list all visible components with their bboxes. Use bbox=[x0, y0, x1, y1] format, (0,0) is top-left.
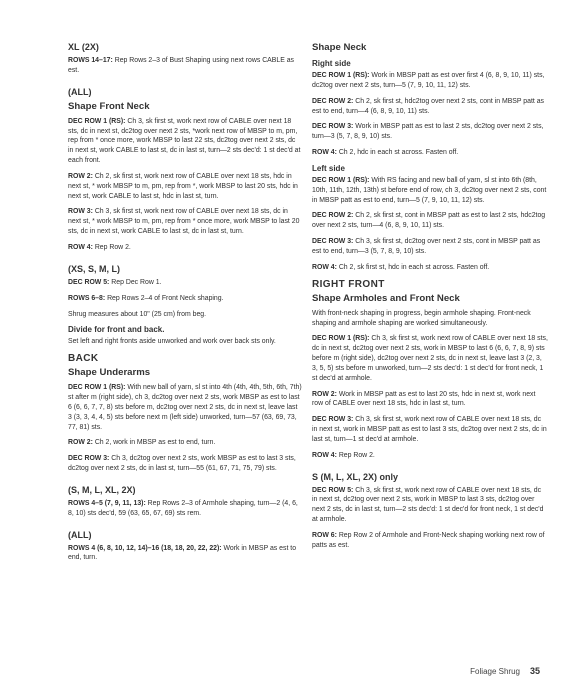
instruction-paragraph bbox=[312, 415, 548, 445]
page-number: 35 bbox=[529, 666, 540, 676]
subsection-heading: Shape Armholes and Front Neck bbox=[312, 292, 460, 304]
row-label: DEC ROW 3: bbox=[312, 416, 354, 424]
instruction-paragraph bbox=[68, 383, 302, 432]
instruction-paragraph bbox=[68, 243, 302, 253]
instruction-text: With new ball of yarn, sl st into 4th (4th, 4th, 5th, 6th, 7th) st after m (right side), ch 3, dc2tog over next 2 sts, work MBSP as est to last 6 (6, 6, 7, 7, 8) sts before m, dc2tog over next 2 sts, dc in next st, leave last 3 (3, 3, 4, 4, 5) sts before next m (left side) unworked, turn—57 (63, 69, 73, 77, 81) sts. bbox=[68, 384, 302, 431]
instruction-text: Work in MBSP patt as est over first 4 (6, 8, 9, 10, 11) sts, dc2tog over next 2 sts, turn—5 (7, 9, 10, 11, 12) sts. bbox=[312, 72, 545, 89]
row-label: ROW 2: bbox=[68, 172, 93, 180]
instruction-paragraph bbox=[68, 438, 302, 448]
instruction-text: Ch 2, sk first st, hdc in each st across. Fasten off. bbox=[338, 263, 490, 271]
instruction-text: Rep Rows 2–3 of Armhole shaping, turn—2 (4, 6, 8, 10) sts dec'd, 59 (63, 65, 67, 69) sts rem. bbox=[68, 499, 298, 517]
instruction-paragraph bbox=[312, 176, 548, 206]
instruction-paragraph bbox=[68, 294, 302, 304]
row-label: DEC ROW 5: bbox=[312, 486, 354, 494]
instruction-text: Work in MBSP patt as est to last 2 sts, dc2tog over next 2 sts, turn—3 (5, 7, 8, 9, 10) sts. bbox=[312, 123, 544, 141]
instruction-text: Ch 2, sk first st, hdc2tog over next 2 sts, cont in MBSP patt as est to end, turn—4 (6, 8, 9, 10, 11) sts. bbox=[312, 97, 544, 115]
instruction-paragraph bbox=[68, 310, 302, 320]
size-heading: (ALL) bbox=[68, 529, 92, 540]
instruction-paragraph bbox=[312, 451, 548, 461]
instruction-text: Rep Row 2 of Armhole and Front-Neck shaping working next row of patts as est. bbox=[312, 532, 545, 549]
row-label: ROW 2: bbox=[68, 439, 93, 447]
instruction-text: Ch 3, sk first st, work next row of CABLE over next 18 sts, dc in next st, dc2tog over next 2 sts, work in MBSP to last 6 (6, 6, 7, 8, 9) sts before m (right side), dc2tog over next 2 sts, dc in next st, leave last 3 (2, 3, 3, 5, 5) sts before m unworked, turn—2 sts dec'd: 1 st dec'd for front neck, 1 st dec'd at armhole. bbox=[312, 335, 548, 382]
instruction-paragraph bbox=[68, 499, 302, 519]
row-label: DEC ROW 5: bbox=[68, 278, 110, 286]
instruction-paragraph bbox=[68, 172, 302, 202]
row-label: DEC ROW 3: bbox=[312, 238, 354, 246]
row-label: DEC ROW 3: bbox=[312, 123, 354, 131]
subsection-heading: Shape Front Neck bbox=[68, 100, 150, 112]
instruction-text: Rep Rows 2–3 of Bust Shaping using next rows CABLE as est. bbox=[68, 57, 294, 74]
instruction-text: With RS facing and new ball of yarn, sl st into 6th (8th, 10th, 11th, 12th, 13th) st before end of row, ch 3, dc2tog over next 2 sts, cont in MBSP patt as est to end, turn—5 (7, 9, 10, 11, 12) sts. bbox=[312, 176, 547, 204]
minor-heading: Right side bbox=[312, 59, 351, 68]
row-label: ROW 4: bbox=[312, 451, 337, 459]
instruction-paragraph bbox=[312, 334, 548, 383]
instruction-paragraph bbox=[312, 237, 548, 257]
minor-heading: Left side bbox=[312, 163, 345, 173]
subsection-heading: Shape Underarms bbox=[68, 367, 151, 379]
row-label: ROW 4: bbox=[312, 149, 337, 157]
instruction-paragraph bbox=[312, 486, 548, 525]
instruction-paragraph bbox=[68, 544, 302, 564]
row-label: DEC ROW 1 (RS): bbox=[68, 117, 126, 125]
instruction-text: Rep Dec Row 1. bbox=[111, 278, 162, 286]
size-heading: (ALL) bbox=[68, 86, 92, 97]
row-label: ROWS 6–8: bbox=[68, 294, 106, 302]
minor-heading: Divide for front and back. bbox=[68, 325, 165, 335]
row-label: ROW 3: bbox=[68, 208, 93, 216]
instruction-text: Shrug measures about 10" (25 cm) from beg. bbox=[68, 310, 207, 318]
instruction-paragraph bbox=[68, 278, 302, 288]
instruction-text: Ch 3, sk first st, work next row of CABLE over next 18 sts, dc in next st, * work MBSP to m, pm, rep from * once more, work MBSP to last 20 sts, dc in next st, work CABLE to last st, dc in last st, turn. bbox=[68, 208, 300, 236]
instruction-text: Ch 3, sk first st, work next row of CABLE over next 18 sts, dc in next st, work in MBSP patt as est to last 3 sts, dc2tog over next 2 sts, dc in last st, turn—1 st dec'd at armhole. bbox=[312, 416, 547, 443]
row-label: ROW 2: bbox=[312, 390, 337, 398]
instruction-paragraph bbox=[312, 122, 548, 142]
instruction-text: Rep Rows 2–4 of Front Neck shaping. bbox=[107, 294, 224, 302]
instruction-paragraph bbox=[312, 71, 548, 91]
instruction-paragraph bbox=[312, 309, 548, 329]
instruction-text: Ch 2, sk first st, cont in MBSP patt as est to last 2 sts, hdc2tog over next 2 sts, turn—4 (6, 8, 9, 10, 11) sts. bbox=[312, 212, 546, 230]
instruction-paragraph bbox=[68, 337, 302, 347]
instruction-text: Ch 2, hdc in each st across. Fasten off. bbox=[338, 149, 459, 157]
subsection-heading: Shape Neck bbox=[312, 42, 367, 53]
row-label: ROWS 4–5 (7, 9, 11, 13): bbox=[68, 499, 146, 507]
size-heading: (S, M, L, XL, 2X) bbox=[68, 484, 136, 495]
instruction-text: Rep Row 2. bbox=[338, 451, 375, 459]
left-column bbox=[68, 42, 302, 569]
instruction-text: Ch 3, sk first st, dc2tog over next 2 sts, cont in MBSP patt as est to end, turn—3 (5, 7, 8, 9, 10) sts. bbox=[312, 238, 541, 255]
instruction-text: With front-neck shaping in progress, begin armhole shaping. Front-neck shaping and armhole shaping are worked simultaneously. bbox=[312, 309, 531, 327]
row-label: ROWS 14–17: bbox=[68, 57, 113, 64]
size-heading: (XS, S, M, L) bbox=[68, 263, 121, 274]
instruction-text: Ch 2, work in MBSP as est to end, turn. bbox=[94, 439, 216, 447]
instruction-paragraph bbox=[312, 148, 548, 158]
instruction-paragraph bbox=[68, 117, 302, 166]
page-footer bbox=[470, 666, 540, 676]
instruction-text: Work in MBSP as est to end, turn. bbox=[68, 544, 297, 562]
instruction-paragraph bbox=[312, 211, 548, 231]
instruction-text: Ch 3, sk first st, work next row of CABLE over next 18 sts, dc in next st, dc2tog over next 2 sts, work in MBSP to last 3 sts, dc2tog over next 2 sts, dc in last st, turn—2 sts dec'd: 1 st dec'd for front neck, 1 st dec'd at armhole. bbox=[312, 486, 544, 524]
instruction-paragraph bbox=[312, 263, 548, 273]
row-label: ROWS 4 (6, 8, 10, 12, 14)–16 (18, 18, 20, 22, 22): bbox=[68, 544, 222, 552]
row-label: ROW 6: bbox=[312, 532, 337, 539]
instruction-text: Ch 3, sk first st, work next row of CABLE over next 18 sts, dc in next st, dc2tog over next 2 sts, *work next row of MBSP to m, pm, rep from * once more, work MBSP to last 22 sts, dc2tog over next 2 sts, dc in next st, work CABLE to last st, dc in last st, turn—2 sts dec'd: 1 st dec'd at each front. bbox=[68, 117, 301, 165]
instruction-paragraph bbox=[68, 207, 302, 237]
instruction-paragraph bbox=[312, 390, 548, 410]
size-heading: XL (2X) bbox=[68, 42, 99, 52]
instruction-paragraph bbox=[312, 97, 548, 117]
section-heading: RIGHT FRONT bbox=[312, 278, 385, 290]
row-label: DEC ROW 1 (RS): bbox=[312, 335, 370, 343]
row-label: ROW 4: bbox=[312, 263, 337, 271]
row-label: DEC ROW 3: bbox=[68, 455, 110, 463]
row-label: DEC ROW 2: bbox=[312, 97, 354, 105]
instruction-text: Ch 2, sk first st, work next row of CABLE over next 18 sts, hdc in next st, * work MBSP to m, pm, rep from *, work MBSP to last 20 sts, hdc in next st, work CABLE to last st, hdc in last st, turn. bbox=[68, 172, 298, 200]
instruction-text: Ch 3, dc2tog over next 2 sts, work MBSP as est to last 3 sts, dc2tog over next 2 sts, dc in last st, turn—55 (61, 67, 71, 75, 79) sts. bbox=[68, 455, 296, 473]
row-label: DEC ROW 2: bbox=[312, 212, 354, 220]
footer-title: Foliage Shrug bbox=[470, 667, 520, 676]
instruction-text: Rep Row 2. bbox=[94, 243, 131, 251]
instruction-paragraph bbox=[68, 56, 302, 76]
row-label: DEC ROW 1 (RS): bbox=[312, 176, 370, 184]
instruction-text: Work in MBSP patt as est to last 20 sts, hdc in next st, work next row of CABLE over next 18 sts, hdc in last st, turn. bbox=[312, 390, 536, 408]
section-heading: BACK bbox=[68, 353, 99, 365]
instruction-paragraph bbox=[68, 454, 302, 474]
row-label: DEC ROW 1 (RS): bbox=[68, 384, 126, 392]
right-column bbox=[312, 42, 548, 557]
row-label: ROW 4: bbox=[68, 243, 93, 251]
row-label: DEC ROW 1 (RS): bbox=[312, 72, 370, 79]
size-heading: S (M, L, XL, 2X) only bbox=[312, 471, 399, 482]
instruction-paragraph bbox=[312, 531, 548, 551]
instruction-text: Set left and right fronts aside unworked and work over back sts only. bbox=[68, 338, 276, 346]
